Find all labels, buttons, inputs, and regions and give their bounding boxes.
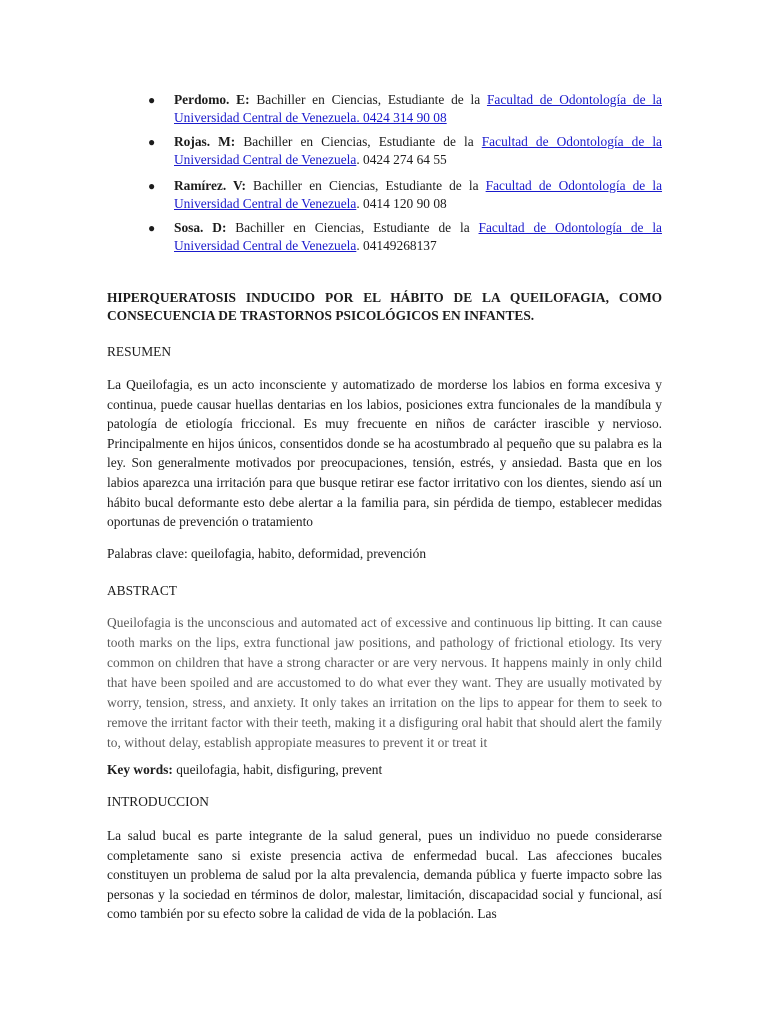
resumen-heading: RESUMEN bbox=[107, 344, 171, 359]
author-list bbox=[148, 91, 662, 261]
author-phone: . 04149268137 bbox=[356, 238, 437, 253]
faculty-link[interactable]: Facultad de Odontología de la Universidad Central de Venezuela. 0424 314 90 08 bbox=[174, 92, 662, 125]
introduccion-heading: INTRODUCCION bbox=[107, 794, 209, 809]
article-title: HIPERQUERATOSIS INDUCIDO POR EL HÁBITO DE LA QUEILOFAGIA, COMO CONSECUENCIA DE TRASTORNOS PSICOLÓGICOS EN INFANTES. bbox=[107, 290, 662, 323]
author-description: Bachiller en Ciencias, Estudiante de la bbox=[245, 178, 486, 193]
palabras-clave: Palabras clave: queilofagia, habito, deformidad, prevención bbox=[107, 546, 427, 561]
bullet-icon: ● bbox=[148, 179, 156, 193]
bullet-icon: ● bbox=[148, 135, 156, 149]
bullet-icon: ● bbox=[148, 93, 156, 107]
author-item bbox=[148, 133, 662, 169]
faculty-link[interactable]: Facultad de Odontología de la Universidad Central de Venezuela bbox=[174, 134, 663, 167]
author-phone: . 0424 274 64 55 bbox=[356, 152, 447, 167]
resumen-text: La Queilofagia, es un acto inconsciente y automatizado de morderse los labios en forma excesiva y continua, puede causar huellas dentarias en los labios, posiciones extra funcionales de la mandíbula y patología de etiología friccional. Es muy frecuente en niños de carácter irascible y nervioso. Principalmente en hijos únicos, consentidos donde se ha acostumbrado al pequeño que su palabra es la ley. Son generalmente motivados por preocupaciones, tensión, estrés, y ansiedad. Basta que en los labios aparezca una irritación para que busque retirar ese factor irritativo con los dientes, siendo así un hábito bucal deformante esto debe alertar a la familia para, sin pérdida de tiempo, establecer medidas oportunas de prevención o tratamiento bbox=[107, 377, 662, 530]
author-item bbox=[148, 177, 662, 213]
abstract-heading: ABSTRACT bbox=[107, 583, 177, 598]
key-words-label: Key words: bbox=[107, 762, 173, 777]
author-description: Bachiller en Ciencias, Estudiante de la bbox=[235, 134, 482, 149]
author-description: Bachiller en Ciencias, Estudiante de la bbox=[249, 92, 487, 107]
author-item bbox=[148, 91, 662, 127]
faculty-link[interactable]: Facultad de Odontología de la Universidad Central de Venezuela bbox=[174, 220, 663, 253]
bullet-icon: ● bbox=[148, 221, 156, 235]
author-name: Perdomo. E: bbox=[174, 92, 250, 107]
author-name: Ramírez. V: bbox=[174, 178, 246, 193]
key-words-text: queilofagia, habit, disfiguring, prevent bbox=[172, 762, 383, 777]
faculty-link[interactable]: Facultad de Odontología de la Universidad Central de Venezuela bbox=[174, 178, 663, 211]
author-name: Rojas. M: bbox=[174, 134, 236, 149]
introduccion-text: La salud bucal es parte integrante de la salud general, pues un individuo no puede considerarse completamente sano si existe presencia activa de enfermedad bucal. Las afecciones bucales constituyen un problema de salud por la alta prevalencia, demanda pública y fuerte impacto sobre las personas y la sociedad en términos de dolor, malestar, limitación, discapacidad social y funcional, así como también por su efecto sobre la calidad de vida de la población. Las bbox=[107, 828, 662, 922]
author-description: Bachiller en Ciencias, Estudiante de la bbox=[226, 220, 479, 235]
author-item bbox=[148, 219, 662, 255]
key-words bbox=[107, 761, 662, 779]
abstract-text: Queilofagia is the unconscious and automated act of excessive and continuous lip bitting. It can cause tooth marks on the lips, extra functional jaw positions, and pathology of frictional etiology. Its very common on children that have a strong character or are very nervous. It happens mainly in only child that have been spoiled and are accustomed to do what ever they want. They are usually motivated by worry, tension, stress, and anxiety. It only takes an irritation on the lips to appear for them to seek to remove the irritant factor with their teeth, making it a disfiguring oral habit that should alert the family to, without delay, establish appropiate measures to prevent it or treat it bbox=[107, 615, 662, 750]
author-name: Sosa. D: bbox=[174, 220, 227, 235]
author-phone: . 0414 120 90 08 bbox=[356, 196, 447, 211]
